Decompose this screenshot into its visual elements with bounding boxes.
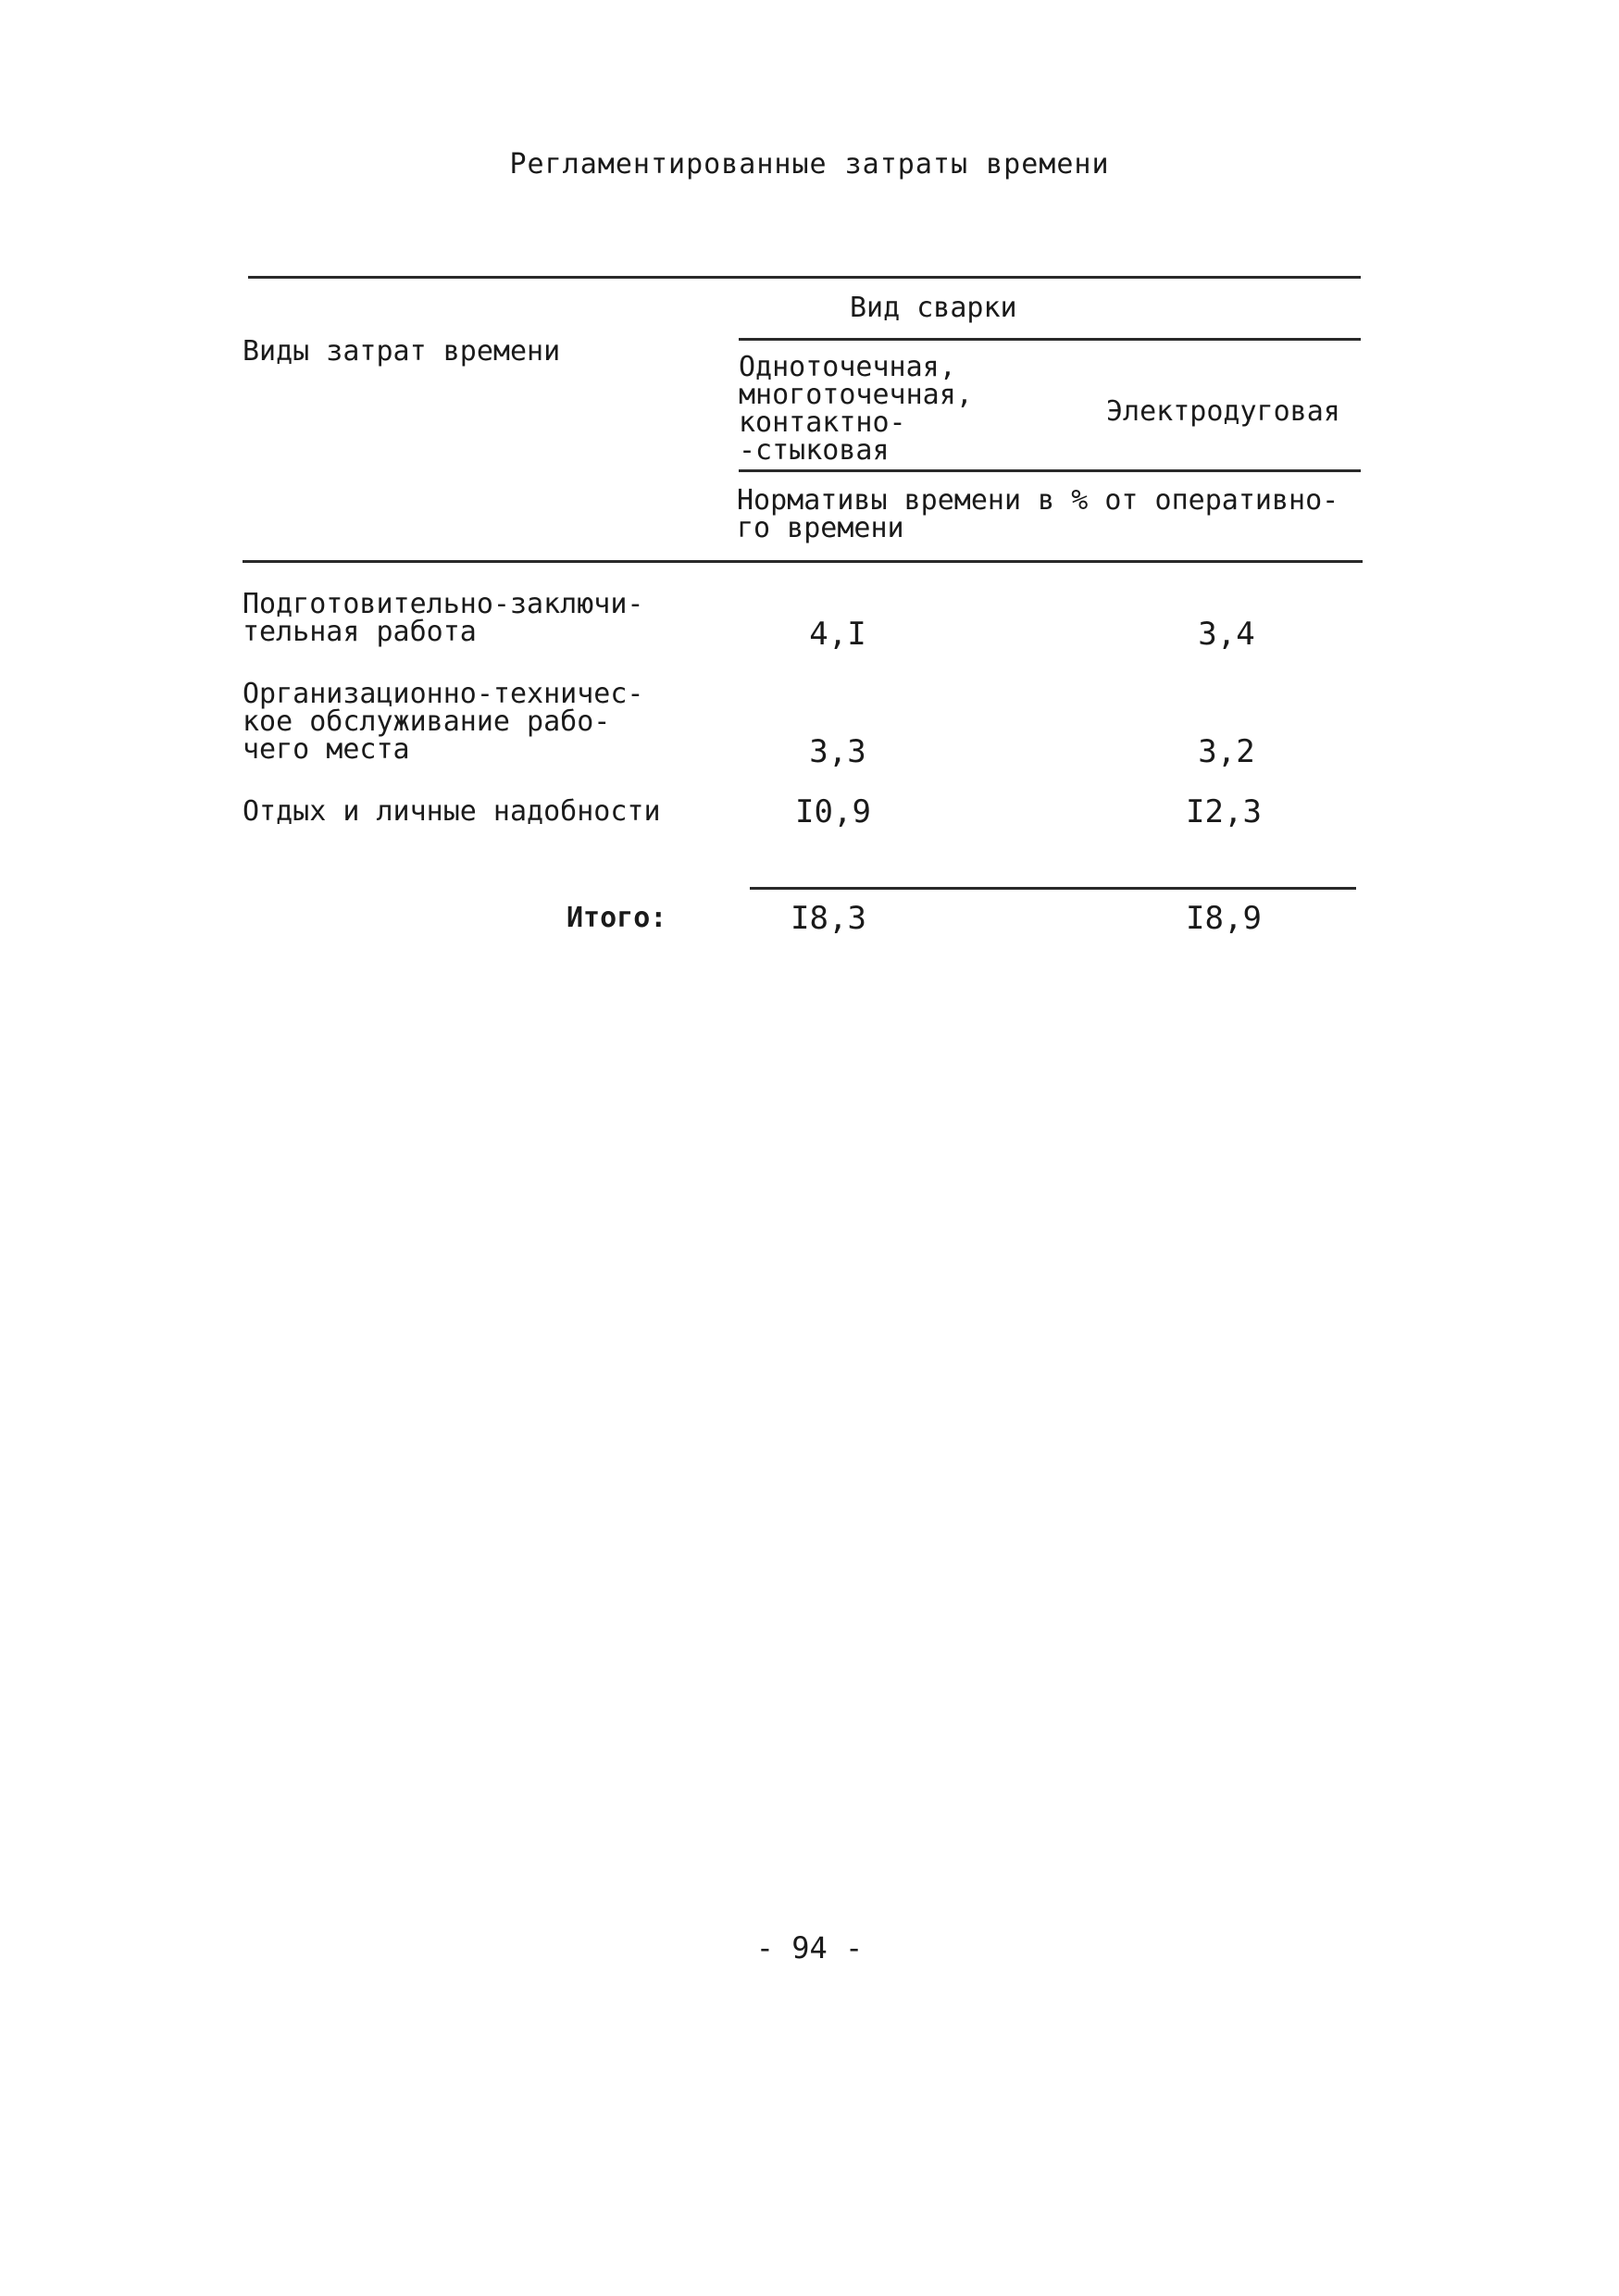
row-label-line: тельная работа: [243, 616, 477, 648]
row-label-line: кое обслуживание рабо-: [243, 705, 611, 738]
row-value-arc: 3,2: [1198, 733, 1255, 770]
total-rule: [750, 887, 1356, 890]
column-header-line: многоточечная,: [739, 379, 973, 411]
row-label-line: Подготовительно-заключи-: [243, 588, 644, 620]
row-value-contact: 3,3: [809, 733, 866, 770]
total-value-contact: I8,3: [791, 900, 866, 937]
column-header-line: контактно-: [739, 406, 906, 439]
total-label: Итого:: [567, 902, 667, 934]
page-title: Регламентированные затраты времени: [509, 148, 1110, 181]
total-value-arc: I8,9: [1186, 900, 1262, 937]
units-header-line: го времени: [737, 512, 904, 544]
page-number: - 94 -: [755, 1930, 864, 1965]
row-label-column-header: Виды затрат времени: [243, 335, 561, 368]
row-value-arc: I2,3: [1186, 793, 1262, 830]
row-value-contact: I0,9: [795, 793, 871, 830]
table-top-rule: [248, 276, 1361, 279]
column-header-arc-welding: Электродуговая: [1106, 395, 1340, 428]
row-label-line: Отдых и личные надобности: [243, 795, 661, 828]
group-header-rule: [739, 338, 1361, 341]
column-header-line: Одноточечная,: [739, 351, 956, 383]
row-label-line: Организационно-техничес-: [243, 678, 644, 710]
header-bottom-rule: [243, 560, 1363, 563]
units-header-line: Нормативы времени в % от оперативно-: [737, 484, 1339, 517]
row-value-contact: 4,I: [809, 616, 866, 653]
column-header-line: -стыковая: [739, 434, 890, 467]
row-label-line: чего места: [243, 733, 410, 766]
group-header: Вид сварки: [850, 292, 1017, 324]
row-value-arc: 3,4: [1198, 616, 1255, 653]
column-header-rule: [739, 469, 1361, 472]
